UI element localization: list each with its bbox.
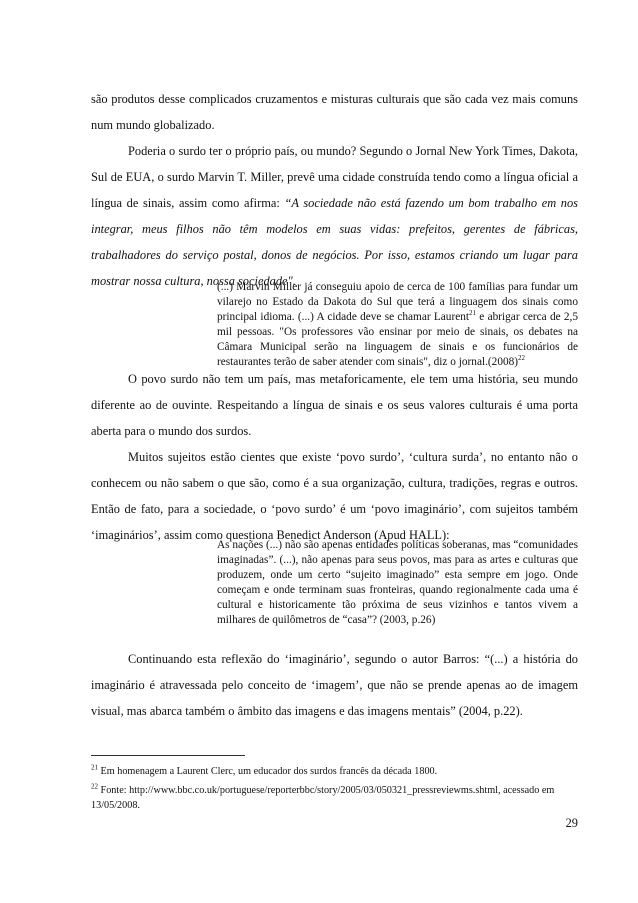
page-number: 29: [565, 816, 578, 830]
paragraph-povo-surdo-text: O povo surdo não tem um país, mas metaforicamente, ele tem uma história, seu mundo diferente ao de ouvinte. Respeitando a língua de sinais e os seus valores culturais é uma porta aberta para o mundo dos surdos.: [91, 372, 578, 438]
footnote-21-text: Em homenagem a Laurent Clerc, um educador dos surdos francês da década 1800.: [98, 766, 438, 777]
paragraph-miller: [91, 138, 578, 294]
paragraph-sujeitos: [91, 444, 578, 548]
paragraph-barros: [91, 646, 578, 724]
paragraph-miller-quote: “A sociedade não está fazendo um bom trabalho em nos integrar, meus filhos não têm modelos em suas vidas: prefeitos, gerentes de fábricas, trabalhadores do serviço postal, donos de negócios. Por isso, estamos criando um lugar para mostrar nossa cultura, nossa sociedade".: [91, 196, 579, 288]
paragraph-miller-text: Poderia o surdo ter o próprio país, ou mundo? Segundo o Jornal New York Times, Dakota, Sul de EUA, o surdo Marvin T. Miller, prevê uma cidade construída tendo como a língua oficial a língua de sinais, assim como afirma:: [91, 144, 578, 210]
footnote-22-mark: 22: [91, 782, 98, 791]
paragraph-sujeitos-text: Muitos sujeitos estão cientes que existe ‘povo surdo’, ‘cultura surda’, no entanto não o conhecem ou não sabem o que são, como é a sua organização, cultura, tradições, regras e outros. Então de fato, para a sociedade, o ‘povo surdo’ é um ‘povo imaginário’, com sujeitos também ‘imaginários’, assim como questiona Benedict Anderson (Apud HALL):: [91, 450, 578, 542]
footnote-22: [91, 783, 578, 813]
block-quote-miller-text-2: e abrigar cerca de 2,5 mil pessoas. "Os professores vão ensinar por meio de sinais, os debates na Câmara Municipal serão na linguagem de sinais e os funcionários de restaurantes terão de saber atender com sinais", diz o jornal.(2008): [217, 311, 578, 368]
footnote-divider: [91, 755, 245, 756]
paragraph-barros-text: Continuando esta reflexão do ‘imaginário’, segundo o autor Barros: “(...) a história do imaginário é atravessada pelo conceito de ‘imagem’, que não se prende apenas ao de imagem visual, mas abarca também o âmbito das imagens e das imagens mentais” (2004, p.22).: [91, 652, 578, 718]
footnote-ref-21[interactable]: 21: [469, 309, 477, 318]
footnote-21-mark: 21: [91, 763, 98, 772]
block-quote-anderson: [217, 538, 578, 628]
footnote-ref-22[interactable]: 22: [518, 354, 526, 363]
block-quote-anderson-text: As nações (...) não são apenas entidades políticas soberanas, mas “comunidades imaginadas”. (...), não apenas para seus povos, mas para as artes e culturas que produzem, onde um certo “sujeito imaginado” esta sempre em jogo. Onde começam e onde terminam suas fronteiras, quando regionalmente cada uma é cultural e historicamente tão próxima de seus vizinhos e tantos vivem a milhares de quilômetros de “casa”? (2003, p.26): [217, 539, 578, 626]
footnote-21: [91, 764, 578, 779]
footnote-22-text: Fonte: http://www.bbc.co.uk/portuguese/reporterbbc/story/2005/03/050321_pressreviewms.shtml, acessado em 13/05/2008.: [91, 785, 555, 811]
paragraph-intro-text: são produtos desse complicados cruzamentos e misturas culturais que são cada vez mais comuns num mundo globalizado.: [91, 92, 578, 132]
paragraph-povo-surdo: [91, 366, 578, 444]
block-quote-miller: [217, 280, 578, 370]
paragraph-intro: [91, 86, 578, 138]
block-quote-miller-text-1: (...) Marvin Miller já conseguiu apoio de cerca de 100 famílias para fundar um vilarejo no Estado da Dakota do Sul que terá a linguagem dos sinais como principal idioma. (...) A cidade deve se chamar Laurent: [217, 281, 578, 323]
